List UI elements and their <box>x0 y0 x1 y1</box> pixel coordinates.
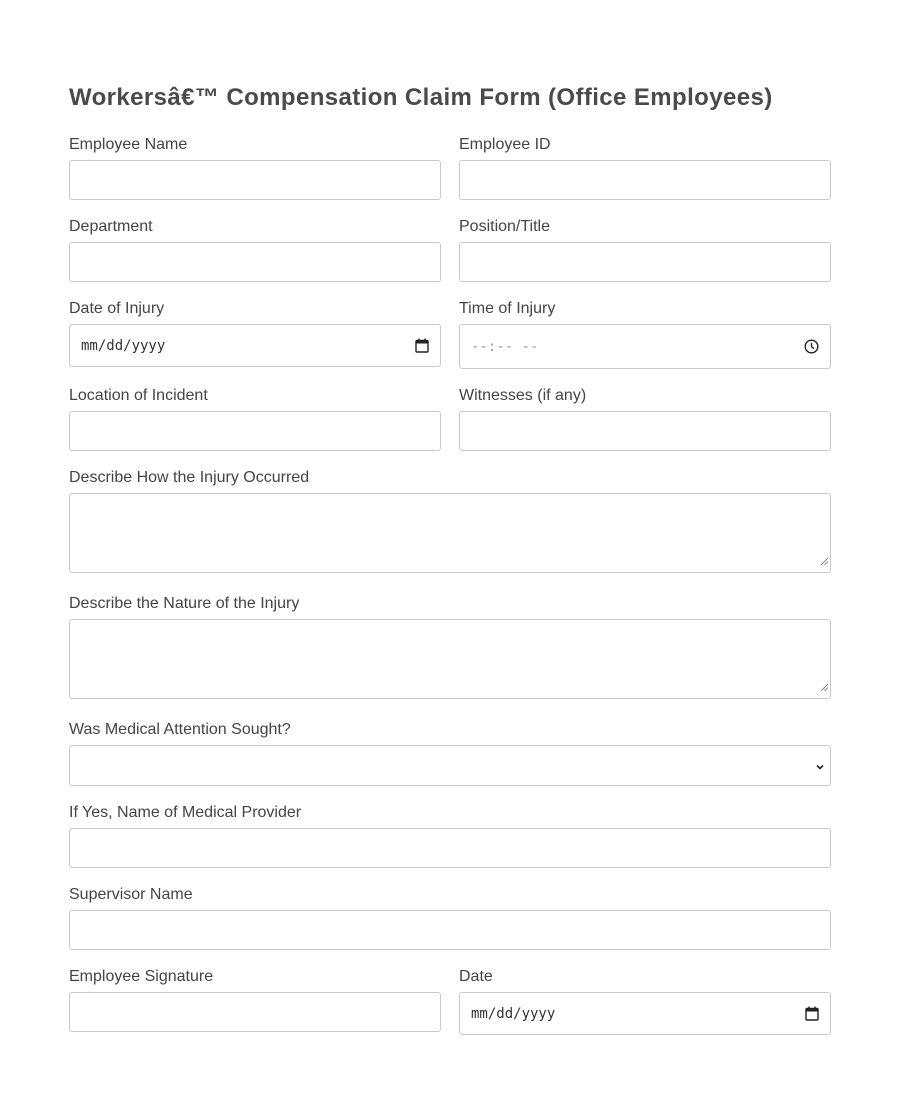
time-of-injury-label: Time of Injury <box>459 300 556 317</box>
employee-signature-input[interactable] <box>69 992 441 1032</box>
medical-provider-input[interactable] <box>69 828 831 868</box>
position-title-label: Position/Title <box>459 218 550 235</box>
employee-id-label: Employee ID <box>459 136 551 153</box>
witnesses-label: Witnesses (if any) <box>459 387 587 404</box>
medical-attention-label: Was Medical Attention Sought? <box>69 721 291 738</box>
calendar-icon[interactable] <box>415 338 429 358</box>
department-label: Department <box>69 218 153 235</box>
employee-name-input[interactable] <box>69 160 441 200</box>
date-input[interactable] <box>459 992 831 1035</box>
nature-of-injury-label: Describe the Nature of the Injury <box>69 595 300 612</box>
department-input[interactable] <box>69 242 441 282</box>
date-of-injury-input[interactable] <box>69 324 441 367</box>
employee-signature-label: Employee Signature <box>69 968 214 985</box>
employee-name-label: Employee Name <box>69 136 188 153</box>
calendar-icon[interactable] <box>805 1006 819 1026</box>
location-of-incident-label: Location of Incident <box>69 387 208 404</box>
clock-icon[interactable] <box>804 339 819 359</box>
witnesses-input[interactable] <box>459 411 831 451</box>
resize-handle-icon[interactable] <box>820 552 828 570</box>
resize-handle-icon[interactable] <box>820 678 828 696</box>
date-placeholder: mm/dd/yyyy <box>471 1006 556 1022</box>
employee-id-input[interactable] <box>459 160 831 200</box>
supervisor-name-input[interactable] <box>69 910 831 950</box>
supervisor-name-label: Supervisor Name <box>69 886 193 903</box>
medical-attention-select[interactable] <box>69 745 831 786</box>
date-label: Date <box>459 968 493 985</box>
time-of-injury-input[interactable] <box>459 324 831 369</box>
location-of-incident-input[interactable] <box>69 411 441 451</box>
chevron-down-icon[interactable] <box>814 760 826 778</box>
position-title-input[interactable] <box>459 242 831 282</box>
form-title: Workersâ€™ Compensation Claim Form (Office Employees) <box>69 84 773 111</box>
nature-of-injury-textarea[interactable] <box>69 619 831 699</box>
how-injury-occurred-label: Describe How the Injury Occurred <box>69 469 310 486</box>
time-of-injury-placeholder: --:-- -- <box>471 339 539 355</box>
how-injury-occurred-textarea[interactable] <box>69 493 831 573</box>
medical-provider-label: If Yes, Name of Medical Provider <box>69 804 302 821</box>
date-of-injury-placeholder: mm/dd/yyyy <box>81 338 166 354</box>
date-of-injury-label: Date of Injury <box>69 300 165 317</box>
